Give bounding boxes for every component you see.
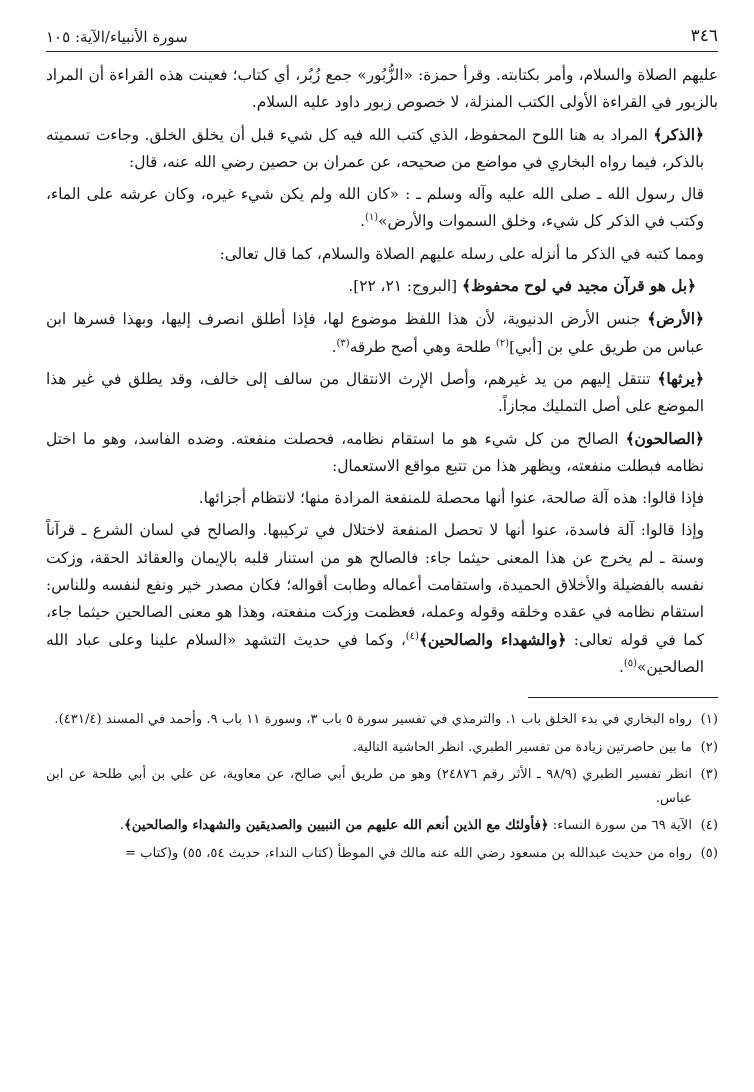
paragraph xyxy=(46,122,718,177)
quran-verse: ﴿بل هو قرآن مجيد في لوح محفوظ﴾ xyxy=(462,277,696,296)
quran-term: ﴿الأرض﴾ xyxy=(647,310,704,329)
paragraph-text: جنس الأرض الدنيوية، لأن هذا اللفظ موضوع لها، فإذا أطلق انصرف إليها، وبهذا فسرها ابن عباس من طريق علي بن [أبي] xyxy=(46,310,704,356)
footnote-number: (٥) xyxy=(700,845,718,861)
main-text xyxy=(46,62,718,681)
running-title: سورة الأنبياء/الآية: ١٠٥ xyxy=(46,28,188,46)
footnote-ref[interactable]: (٤) xyxy=(405,630,419,642)
paragraph-text: فإذا قالوا: هذه آلة صالحة، عنوا أنها محصلة للمنفعة المرادة منها؛ لانتظام أجزائها. xyxy=(198,489,704,508)
quran-verse: ﴿والشهداء والصالحين﴾ xyxy=(418,630,567,649)
footnote-separator xyxy=(528,697,718,698)
footnote-ref[interactable]: (٥) xyxy=(623,657,637,669)
page xyxy=(46,26,718,869)
punctuation: . xyxy=(331,337,337,356)
paragraph-text: ، وكما في حديث التشهد «السلام علينا وعلى عباد الله الصالحين» xyxy=(46,630,704,676)
paragraph-text: عليهم الصلاة والسلام، وأمر بكتابته. وقرأ حمزة: «الزُّبُور» جمع زُبُر، أي كتاب؛ فعينت هذه القراءة أن المراد بالزبور في القراءة الأولى الكتب المنزلة، لا خصوص زبور داود عليه السلام. xyxy=(46,66,718,112)
footnotes xyxy=(46,708,718,865)
footnote xyxy=(46,708,718,732)
quran-term: ﴿الصالحون﴾ xyxy=(625,429,704,448)
paragraph xyxy=(46,366,718,421)
quran-verse: ﴿فأولئك مع الذين أنعم الله عليهم من النبيين والصديقين والشهداء والصالحين﴾ xyxy=(124,818,549,834)
paragraph xyxy=(46,306,718,361)
footnote-number: (٣) xyxy=(700,767,718,783)
footnote-text: ما بين حاصرتين زيادة من تفسير الطبري. انظر الحاشية التالية. xyxy=(352,739,692,755)
paragraph-text: الصالح من كل شيء هو ما استقام نظامه، فحصلت منفعته. وضده الفاسد، وهو ما اختل نظامه فبطلت منفعته، ويظهر هذا من تتبع مواقع الاستعمال: xyxy=(46,429,704,475)
footnote xyxy=(46,736,718,760)
paragraph-text: المراد به هنا اللوح المحفوظ، الذي كتب الله فيه كل شيء قبل أن يخلق الخلق. وجاءت تسميته بالذكر، فيما رواه البخاري في مواضع من صحيحه، عن عمران بن حصين رضي الله عنه، قال: xyxy=(46,125,704,171)
paragraph-text: طلحة وهي أصح طرقه xyxy=(349,337,496,356)
footnote-text: رواه من حديث عبدالله بن مسعود رضي الله عنه مالك في الموطأ (كتاب النداء، حديث ٥٤، ٥٥) و(كتاب = xyxy=(124,845,692,861)
paragraph-text: قال رسول الله ـ صلى الله عليه وآله وسلم ـ : «كان الله ولم يكن شيء غيره، وكان عرشه على الماء، وكتب في الذكر كل شيء، وخلق السموات والأرض» xyxy=(46,185,704,231)
punctuation: . xyxy=(360,212,365,231)
footnote-ref[interactable]: (٢) xyxy=(495,337,510,349)
footnote-text: رواه البخاري في بدء الخلق باب ١. والترمذي في تفسير سورة ٥ باب ٣، وسورة ١١ باب ٩. وأحمد في المسند (٤٣١/٤). xyxy=(54,712,692,728)
footnote-number: (٢) xyxy=(700,739,718,755)
running-header xyxy=(46,26,718,52)
footnote-ref[interactable]: (٣) xyxy=(336,337,350,349)
verse-quote xyxy=(46,273,718,300)
quran-term: ﴿الذكر﴾ xyxy=(653,125,704,144)
paragraph-text: وإذا قالوا: آلة فاسدة، عنوا أنها لا تحصل المنفعة لاختلال في تركيبها. والصالح في لسان الشرع ـ قرآناً وسنة ـ لم يخرج عن هذا المعنى حيثما جاء: فالصالح هو من استنار قلبه بالإيمان والعقائد الحقة، وزكت نفسه بالفضيلة والأخلاق الحميدة، واستقامت أعماله وطابت أقواله؛ فكان مصدر خير ونفع لنفسه وللناس: استقام نظامه في عقده وخلقه وقوله وعمله، فعظمت وزكت منفعته، وهذا هو معنى الصالحين حيثما جاء، كما في قوله تعالى: xyxy=(46,521,704,649)
paragraph xyxy=(46,485,718,512)
footnote xyxy=(46,842,718,866)
footnote-number: (٤) xyxy=(700,818,718,834)
verse-reference: [البروج: ٢١، ٢٢]. xyxy=(348,277,462,296)
quran-term: ﴿يرثها﴾ xyxy=(657,369,704,388)
paragraph xyxy=(46,62,718,117)
paragraph-text: ومما كتبه في الذكر ما أنزله على رسله عليهم الصلاة والسلام، كما قال تعالى: xyxy=(219,244,704,263)
footnote xyxy=(46,814,718,838)
paragraph-text: تنتقل إليهم من يد غيرهم، وأصل الإرث الانتقال من سالف إلى خالف، وقد يطلق في غير هذا الموضع على أصل التمليك مجازاً. xyxy=(46,369,704,416)
footnote-lead: الآية ٦٩ من سورة النساء: xyxy=(548,818,692,834)
paragraph xyxy=(46,517,718,681)
footnote xyxy=(46,763,718,810)
punctuation: . xyxy=(618,657,624,676)
punctuation: . xyxy=(119,818,125,834)
footnote-ref[interactable]: (١) xyxy=(364,212,379,224)
footnote-text: انظر تفسير الطبري (٩٨/٩ ـ الأثر رقم ٢٤٨٧٦) وهو من طريق أبي صالح، عن معاوية، عن علي بن أبي طلحة عن ابن عباس. xyxy=(46,767,692,806)
footnote-number: (١) xyxy=(700,712,718,728)
footnote-text xyxy=(46,814,692,838)
paragraph xyxy=(46,426,718,481)
hadith-quote xyxy=(46,181,718,236)
paragraph xyxy=(46,241,718,268)
page-number: ٣٤٦ xyxy=(690,26,718,46)
